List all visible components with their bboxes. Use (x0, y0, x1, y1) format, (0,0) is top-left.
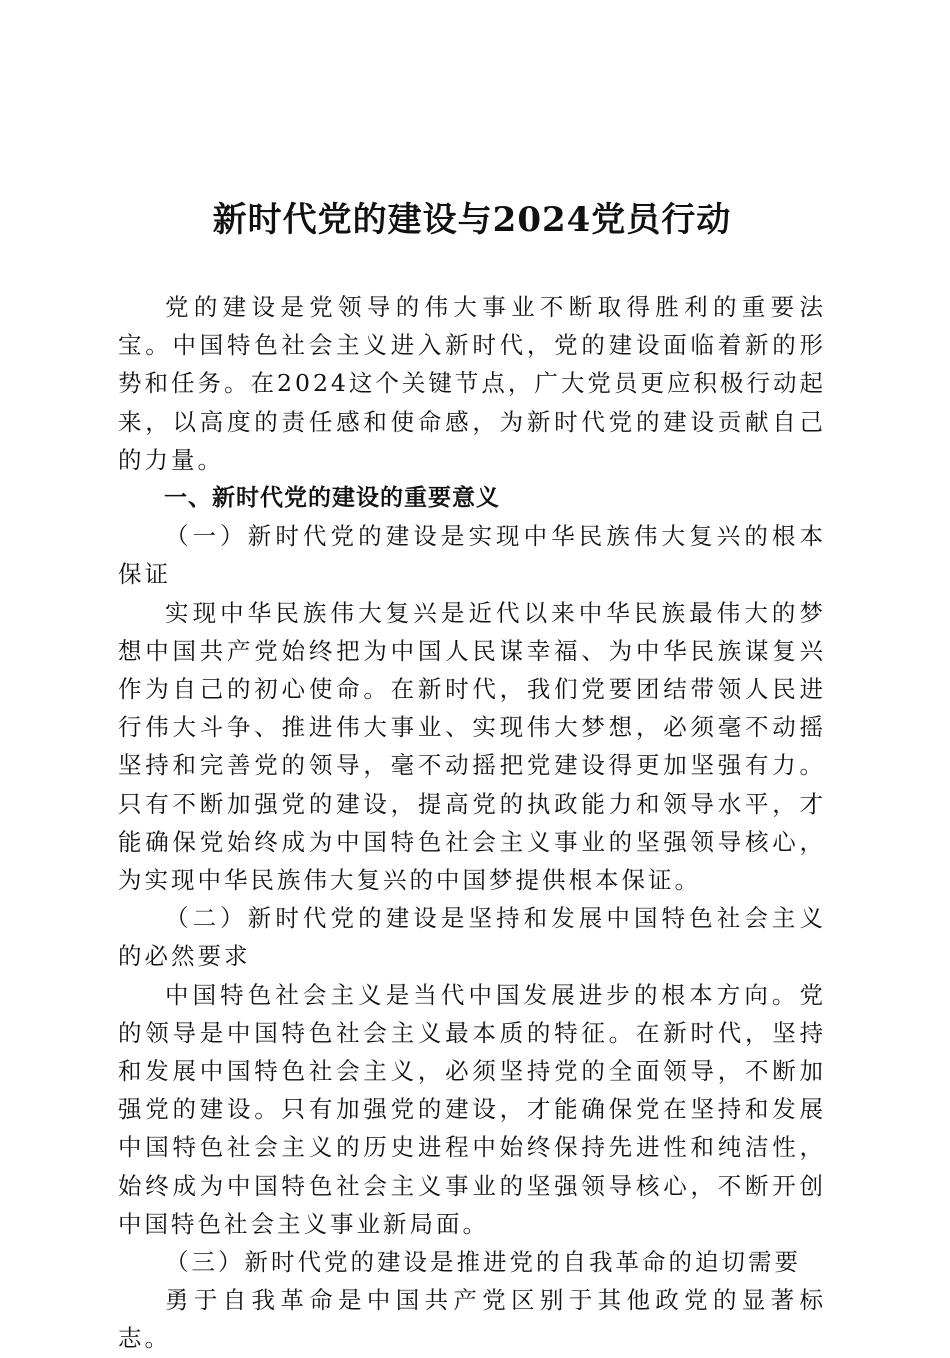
document-title: 新时代党的建设与2024党员行动 (212, 200, 732, 240)
document-body (118, 288, 826, 1358)
body-paragraph-3: 勇于自我革命是中国共产党区别于其他政党的显著标志。 (118, 1286, 826, 1353)
body-paragraph-2: 中国特色社会主义是当代中国发展进步的根本方向。党的领导是中国特色社会主义最本质的特征。在新时代，坚持和发展中国特色社会主义，必须坚持党的全面领导，不断加强党的建设。只有加强党的建设，才能确保党在坚持和发展中国特色社会主义的历史进程中始终保持先进性和纯洁性，始终成为中国特色社会主义事业的坚强领导核心，不断开创中国特色社会主义事业新局面。 (118, 980, 826, 1238)
subsection-heading-2: （二）新时代党的建设是坚持和发展中国特色社会主义的必然要求 (118, 904, 826, 971)
intro-paragraph: 党的建设是党领导的伟大事业不断取得胜利的重要法宝。中国特色社会主义进入新时代，党的建设面临着新的形势和任务。在2024这个关键节点，广大党员更应积极行动起来，以高度的责任感和使命感，为新时代党的建设贡献自己的力量。 (118, 293, 826, 474)
body-paragraph-1: 实现中华民族伟大复兴是近代以来中华民族最伟大的梦想中国共产党始终把为中国人民谋幸福、为中华民族谋复兴作为自己的初心使命。在新时代，我们党要团结带领人民进行伟大斗争、推进伟大事业、实现伟大梦想，必须毫不动摇坚持和完善党的领导，毫不动摇把党建设得更加坚强有力。只有不断加强党的建设，提高党的执政能力和领导水平，才能确保党始终成为中国特色社会主义事业的坚强领导核心，为实现中华民族伟大复兴的中国梦提供根本保证。 (118, 598, 826, 895)
section-heading-1: 一、新时代党的建设的重要意义 (164, 485, 500, 512)
subsection-heading-1: （一）新时代党的建设是实现中华民族伟大复兴的根本保证 (118, 522, 826, 589)
subsection-heading-3: （三）新时代党的建设是推进党的自我革命的迫切需要 (165, 1248, 801, 1277)
